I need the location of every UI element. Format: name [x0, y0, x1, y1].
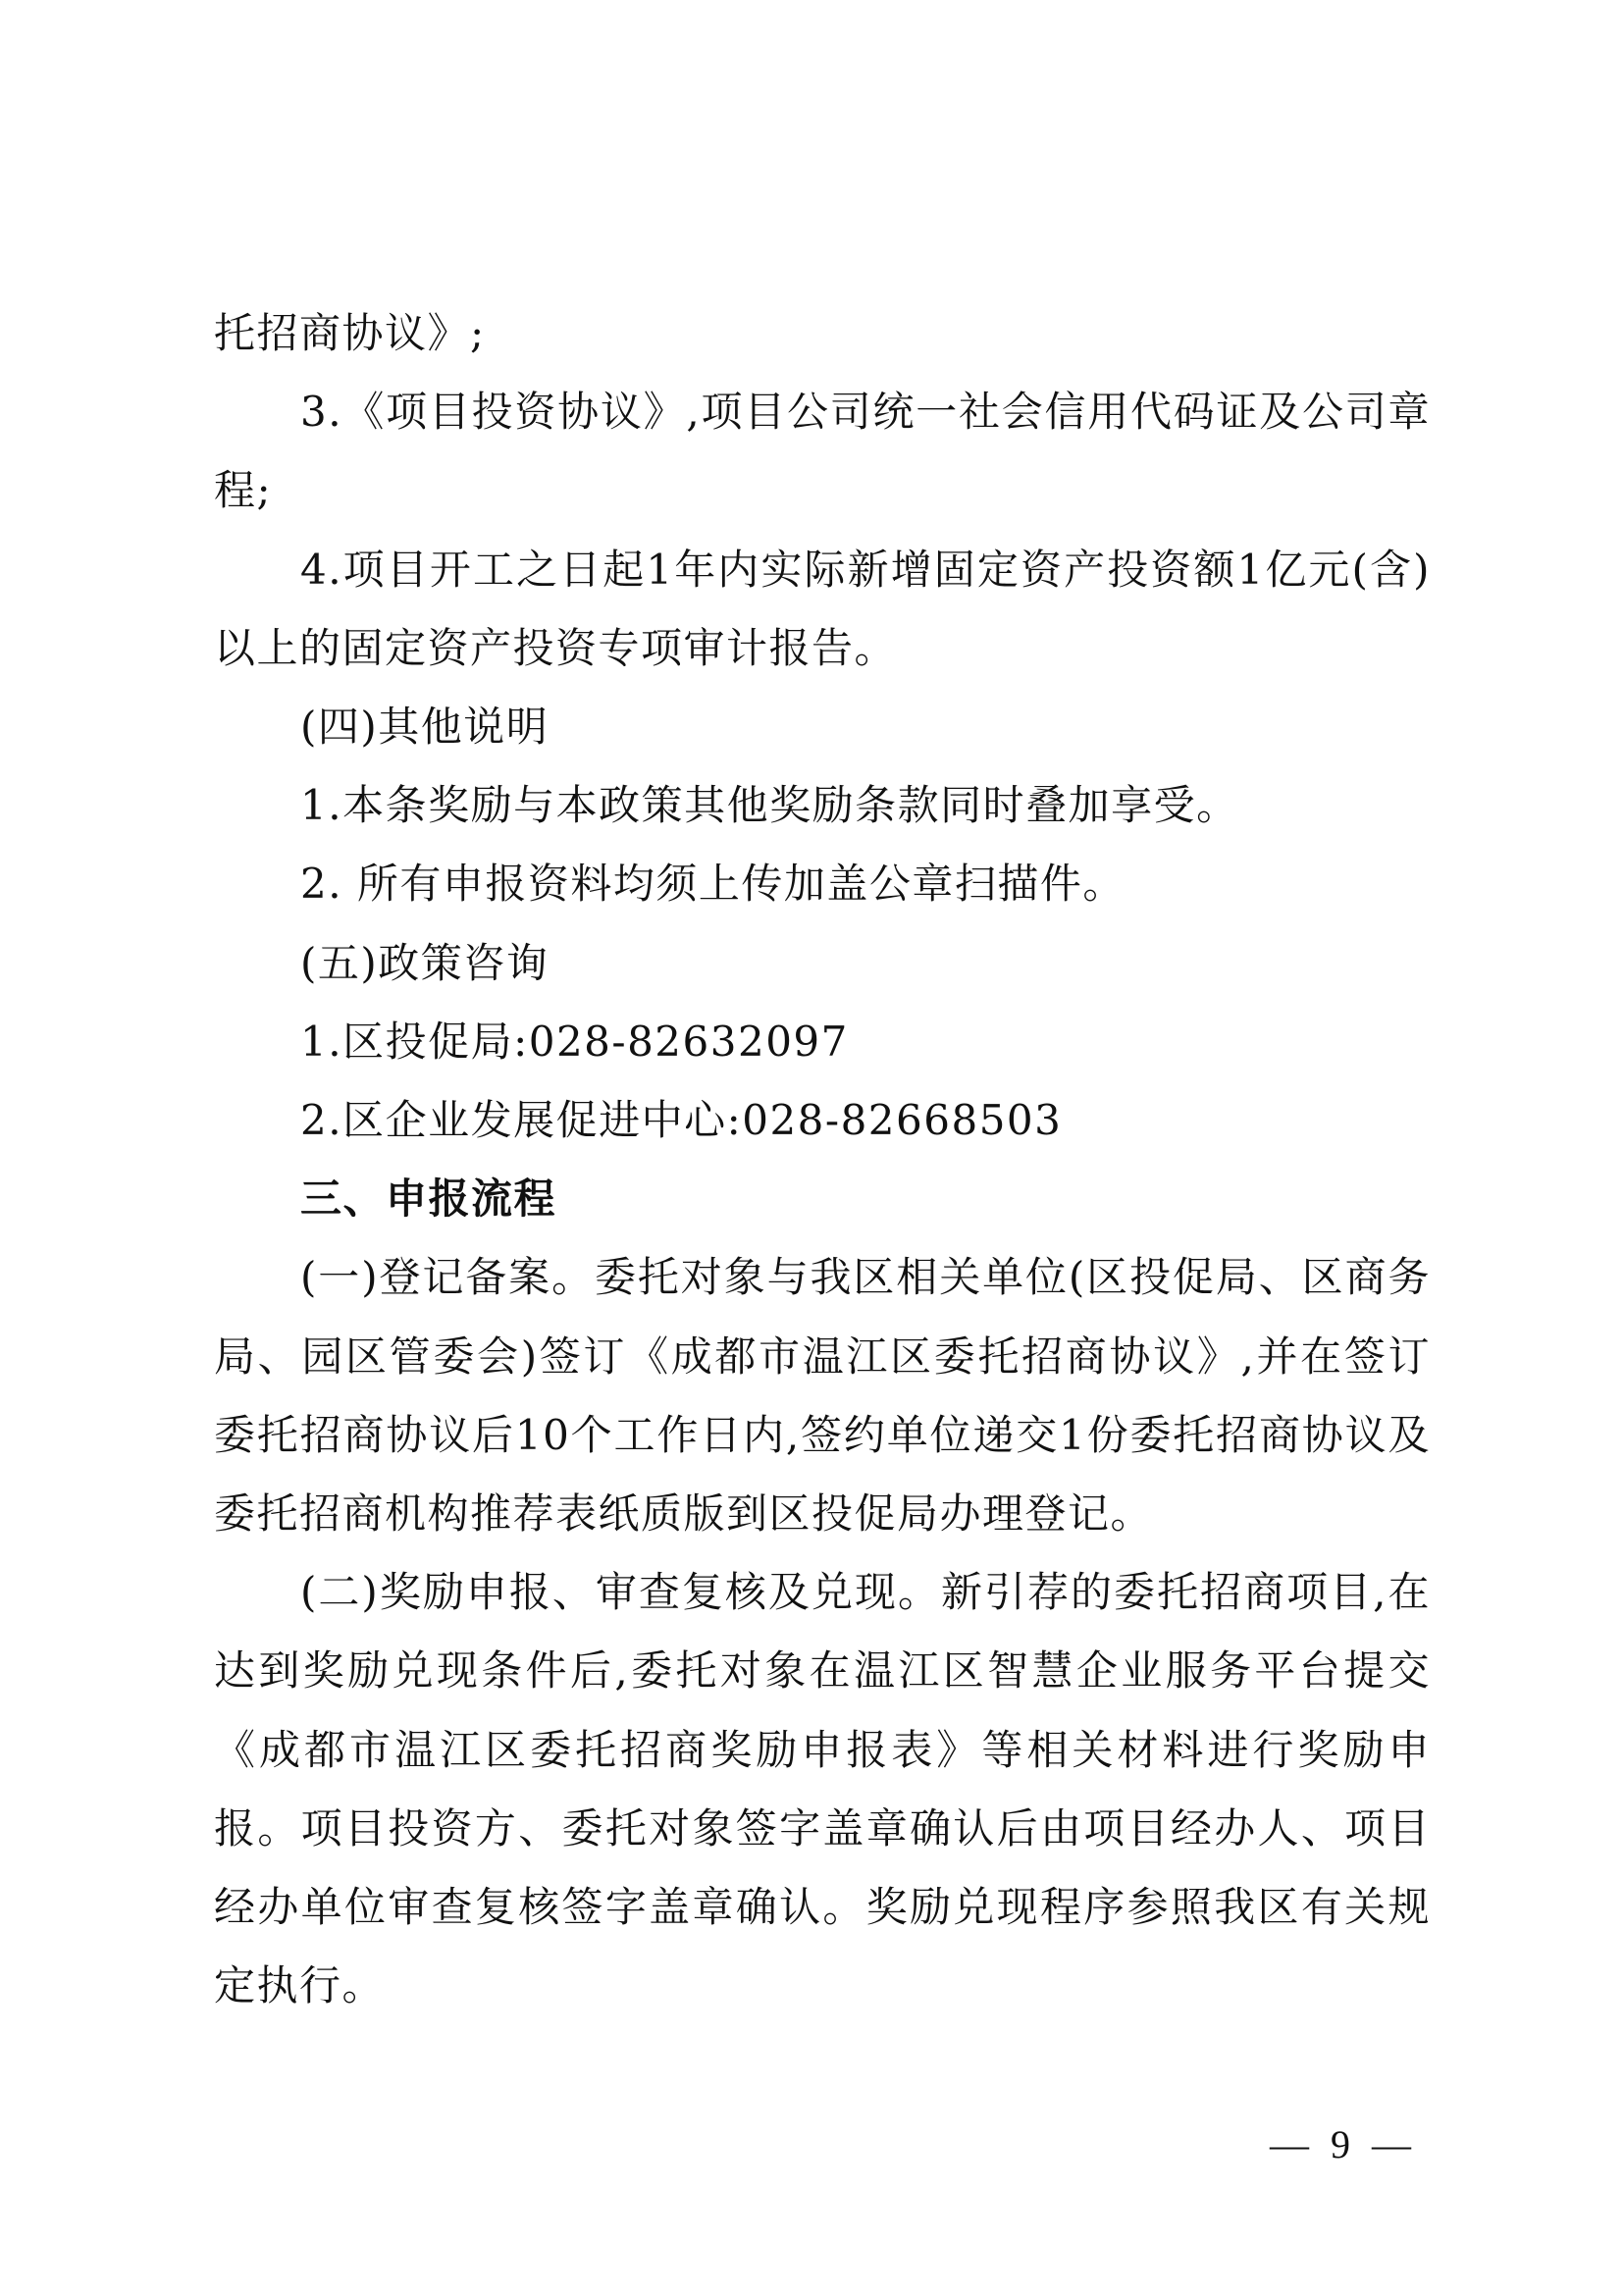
section-5-heading: (五)政策咨询: [300, 938, 550, 987]
paragraph-item-4: 4.项目开工之日起1年内实际新增固定资产投资额1亿元(含)以上的固定资产投资专项审计报告。: [214, 545, 1431, 672]
paragraph-continuation: 托招商协议》;: [214, 309, 486, 357]
page-number: — 9 —: [1270, 2122, 1417, 2166]
section-4-heading: (四)其他说明: [300, 703, 550, 752]
paragraph-item-3: 3.《项目投资协议》,项目公司统一社会信用代码证及公司章程;: [214, 388, 1431, 515]
part-3-heading: 三、申报流程: [300, 1174, 557, 1224]
paragraph-other-1: 1.本条奖励与本政策其他奖励条款同时叠加享受。: [300, 781, 1239, 830]
paragraph-consult-1: 1.区投促局:028-82632097: [300, 1017, 849, 1066]
paragraph-consult-2: 2.区企业发展促进中心:028-82668503: [300, 1096, 1063, 1145]
paragraph-process-2: (二)奖励申报、审查复核及兑现。新引荐的委托招商项目,在达到奖励兑现条件后,委托对象在温江区智慧企业服务平台提交《成都市温江区委托招商奖励申报表》等相关材料进行奖励申报。项目投资方、委托对象签字盖章确认后由项目经办人、项目经办单位审查复核签字盖章确认。奖励兑现程序参照我区有关规定执行。: [214, 1568, 1431, 2010]
document-body: [214, 294, 1431, 2025]
paragraph-other-2: 2. 所有申报资料均须上传加盖公章扫描件。: [300, 860, 1126, 909]
paragraph-process-1: (一)登记备案。委托对象与我区相关单位(区投促局、区商务局、园区管委会)签订《成都市温江区委托招商协议》,并在签订委托招商协议后10个工作日内,签约单位递交1份委托招商协议及委托招商机构推荐表纸质版到区投促局办理登记。: [214, 1253, 1431, 1539]
